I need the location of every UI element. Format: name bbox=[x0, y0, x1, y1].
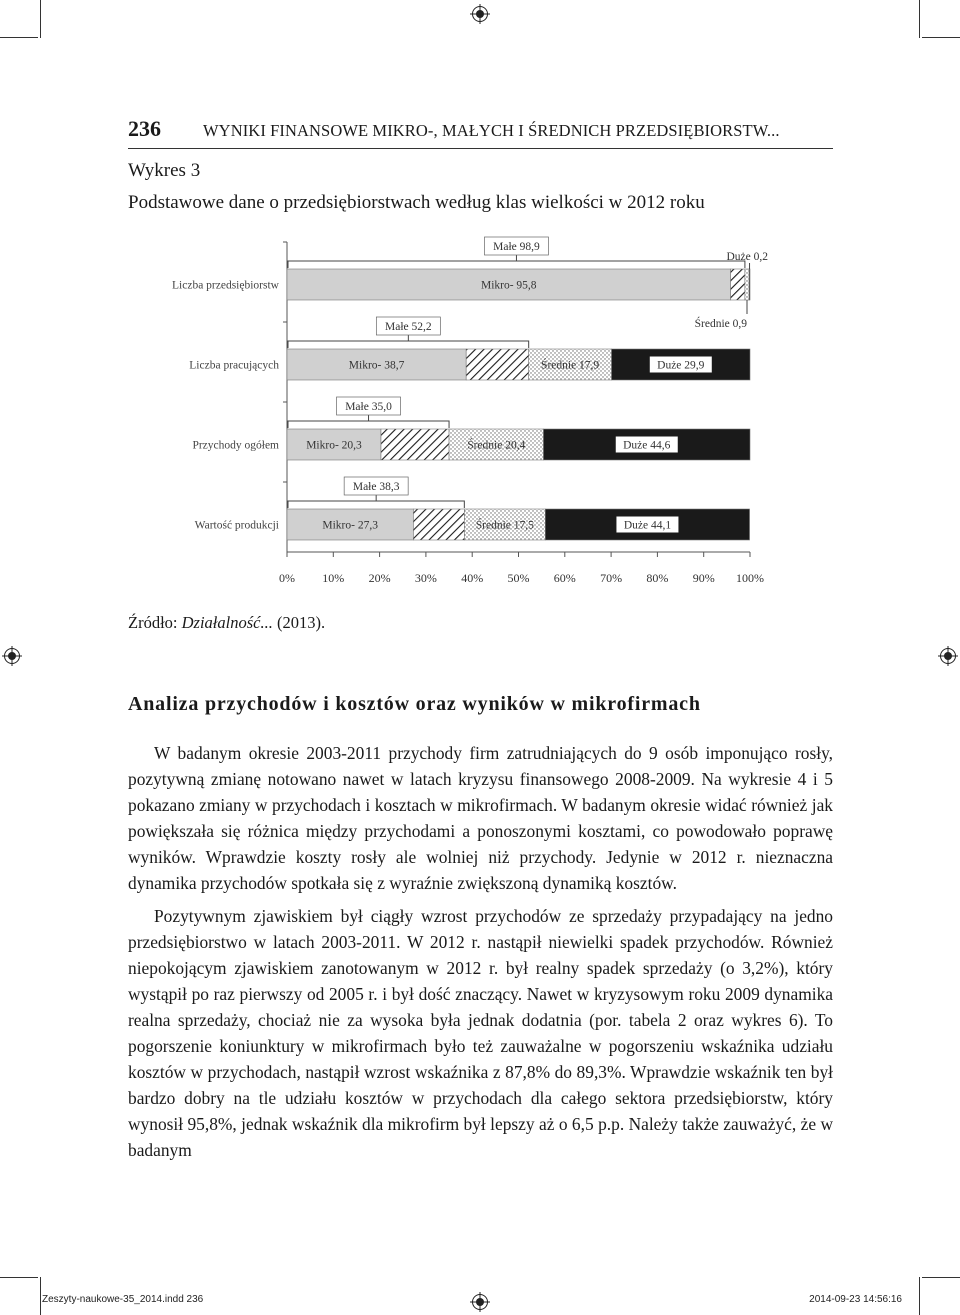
registration-mark-icon bbox=[470, 1292, 490, 1312]
running-title: WYNIKI FINANSOWE MIKRO-, MAŁYCH I ŚREDNICH PRZEDSIĘBIORSTW... bbox=[203, 121, 780, 140]
bracket-label: Małe 35,0 bbox=[345, 401, 392, 413]
x-tick-label: 80% bbox=[646, 571, 669, 585]
bar-segment bbox=[745, 269, 749, 300]
bar-segment bbox=[413, 509, 464, 540]
x-tick-label: 70% bbox=[600, 571, 623, 585]
bracket bbox=[288, 341, 529, 348]
x-tick-label: 60% bbox=[553, 571, 576, 585]
bracket-label: Małe 52,2 bbox=[385, 321, 432, 333]
figure-title: Podstawowe dane o przedsiębiorstwach według klas wielkości w 2012 roku bbox=[128, 192, 705, 213]
bar-segment bbox=[731, 269, 745, 300]
x-tick-label: 0% bbox=[279, 571, 295, 585]
segment-label: Mikro- 38,7 bbox=[348, 359, 405, 372]
crop-mark bbox=[0, 1277, 38, 1278]
segment-label: Duże 29,9 bbox=[657, 359, 705, 372]
category-label: Przychody ogółem bbox=[192, 439, 279, 452]
segment-label: Średnie 20,4 bbox=[467, 439, 526, 452]
crop-mark bbox=[40, 0, 41, 38]
segment-label: Mikro- 95,8 bbox=[480, 279, 537, 292]
x-tick-label: 50% bbox=[507, 571, 530, 585]
x-tick-label: 20% bbox=[368, 571, 391, 585]
slug-file: Zeszyty-naukowe-35_2014.indd 236 bbox=[42, 1294, 204, 1305]
page-number: 236 bbox=[128, 116, 161, 141]
stacked-bar-chart bbox=[0, 230, 960, 600]
segment-label: Mikro- 20,3 bbox=[306, 439, 362, 452]
crop-mark bbox=[922, 1277, 960, 1278]
registration-mark-icon bbox=[2, 646, 22, 666]
segment-label: Mikro- 27,3 bbox=[322, 519, 378, 532]
body-text bbox=[128, 740, 833, 1170]
bracket bbox=[288, 501, 464, 508]
crop-mark bbox=[40, 1277, 41, 1315]
bar-segment bbox=[749, 269, 750, 300]
crop-mark bbox=[0, 37, 38, 38]
figure-label: Wykres 3 bbox=[128, 160, 201, 181]
source-suffix: (2013). bbox=[272, 613, 326, 632]
category-label: Liczba pracujących bbox=[189, 359, 279, 372]
x-tick-label: 30% bbox=[414, 571, 437, 585]
crop-mark bbox=[922, 37, 960, 38]
bar-segment bbox=[466, 349, 529, 380]
x-tick-label: 40% bbox=[461, 571, 484, 585]
running-head bbox=[128, 114, 833, 149]
category-label: Liczba przedsiębiorstw bbox=[172, 279, 279, 292]
source-note bbox=[128, 613, 325, 633]
segment-label: Duże 44,1 bbox=[623, 519, 672, 532]
section-heading: Analiza przychodów i kosztów oraz wyników w mikrofirmach bbox=[128, 693, 701, 715]
paragraph: Pozytywnym zjawiskiem był ciągły wzrost przychodów ze sprzedaży przypadający na jedno przedsiębiorstwo w latach 2003-2011. W 2012 r. nastąpił niewielki spadek przychodów. Również niepokojącym zjawiskiem zanotowanym w 2012 r. był realny spadek sprzedaży (o 3,2%), który wystąpił po raz pierwszy od 2005 r. i był dość znaczący. Nawet w kryzysowym roku 2009 dynamika realna sprzedaży, chociaż nie za wysoka była jednak dodatnia (por. tabela 2 oraz wykres 6). To pogorszenie koniunktury w mikrofirmach było też zauważalne w pogorszeniu wskaźnika udziału kosztów w przychodach, nastąpił wzrost wskaźnika z 87,8% do 89,3%. Wprawdzie wskaźnik ten był bardzo dobry na tle udziału kosztów w przychodach dla całego sektora przedsiębiorstw, który wynosił 95,8%, jednak wskaźnik dla mikrofirm był lepszy aż o 6,5 p.p. Należy także zauważyć, że w badanym bbox=[128, 906, 833, 1160]
x-tick-label: 90% bbox=[692, 571, 715, 585]
bracket-label: Małe 98,9 bbox=[493, 241, 540, 253]
segment-label: Średnie 17,9 bbox=[541, 359, 600, 372]
segment-label: Duże 0,2 bbox=[726, 251, 768, 263]
bracket bbox=[288, 421, 449, 428]
crop-mark bbox=[919, 0, 920, 38]
bracket-label: Małe 38,3 bbox=[352, 481, 400, 493]
source-prefix: Źródło: bbox=[128, 613, 182, 632]
bracket bbox=[288, 261, 745, 268]
segment-label: Średnie 0,9 bbox=[694, 318, 747, 330]
crop-mark bbox=[919, 1277, 920, 1315]
segment-label: Średnie 17,5 bbox=[475, 519, 534, 532]
registration-mark-icon bbox=[938, 646, 958, 666]
category-label: Wartość produkcji bbox=[194, 519, 279, 532]
segment-label: Duże 44,6 bbox=[623, 439, 671, 452]
x-tick-label: 10% bbox=[322, 571, 345, 585]
bar-segment bbox=[381, 429, 449, 460]
registration-mark-icon bbox=[470, 4, 490, 24]
paragraph: W badanym okresie 2003-2011 przychody firm zatrudniających do 9 osób imponująco rosły, pozytywną zmianę notowano nawet w latach kryzysu finansowego 2008-2009. Na wykresie 4 i 5 pokazano zmiany w przychodach i kosztach w mikrofirmach. W badanym okresie widać również jak powiększała się różnica między przychodami a ponoszonymi kosztami, co powodowało poprawę wyników. Wprawdzie koszty rosły ale wolniej niż przychody. Jedynie w 2012 r. nieznaczna dynamika przychodów spotkała się z wyraźnie zwiększoną dynamiką kosztów. bbox=[128, 743, 833, 893]
source-title: Działalność... bbox=[181, 613, 273, 632]
x-tick-label: 100% bbox=[736, 571, 764, 585]
slug-date: 2014-09-23 14:56:16 bbox=[809, 1294, 902, 1305]
